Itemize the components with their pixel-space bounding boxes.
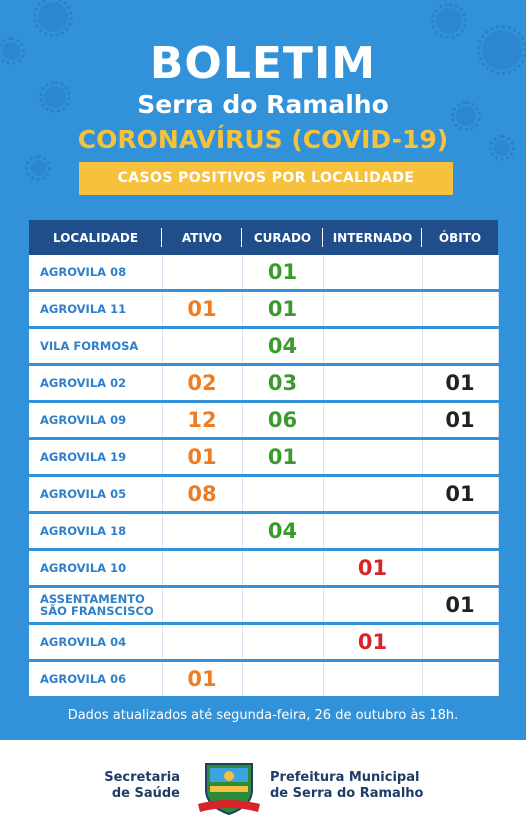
ativo-cell: 08 (162, 476, 242, 513)
curado-cell (242, 550, 323, 587)
ativo-cell: 01 (162, 661, 242, 698)
internado-cell (323, 365, 422, 402)
virus-decoration-icon (30, 160, 46, 176)
municipal-crest-icon (196, 756, 262, 816)
obito-cell (422, 328, 498, 365)
obito-cell (422, 624, 498, 661)
internado-cell (323, 661, 422, 698)
ativo-cell: 01 (162, 291, 242, 328)
curado-cell: 01 (242, 439, 323, 476)
table-row (29, 550, 498, 587)
locality-cell: ASSENTAMENTO SÃO FRANSCISCO (29, 587, 162, 624)
column-header-localidade: LOCALIDADE (29, 220, 162, 255)
ativo-cell: 12 (162, 402, 242, 439)
city-name: Serra do Ramalho (137, 90, 389, 119)
curado-cell (242, 587, 323, 624)
update-note: Dados atualizados até segunda-feira, 26 de outubro às 18h. (67, 708, 459, 723)
obito-cell: 01 (422, 365, 498, 402)
internado-cell: 01 (323, 550, 422, 587)
locality-cell: VILA FORMOSA (29, 328, 162, 365)
internado-cell: 01 (323, 624, 422, 661)
section-banner: CASOS POSITIVOS POR LOCALIDADE (79, 162, 453, 195)
locality-cell: AGROVILA 06 (29, 661, 162, 698)
table-row (29, 661, 498, 698)
ativo-cell (162, 255, 242, 291)
ativo-cell: 01 (162, 439, 242, 476)
curado-cell (242, 476, 323, 513)
obito-cell (422, 513, 498, 550)
curado-cell (242, 661, 323, 698)
topic-title: CORONAVÍRUS (COVID-19) (77, 125, 449, 154)
table-row (29, 476, 498, 513)
curado-cell: 01 (242, 255, 323, 291)
footer (0, 740, 526, 834)
table-header-row (29, 220, 498, 255)
obito-cell: 01 (422, 587, 498, 624)
table-row (29, 365, 498, 402)
ativo-cell (162, 328, 242, 365)
curado-cell: 04 (242, 513, 323, 550)
secretaria-saude-label: Secretaria de Saúde (104, 770, 180, 801)
internado-cell (323, 587, 422, 624)
obito-cell: 01 (422, 476, 498, 513)
internado-cell (323, 255, 422, 291)
locality-cell: AGROVILA 10 (29, 550, 162, 587)
locality-cell: AGROVILA 18 (29, 513, 162, 550)
ativo-cell (162, 513, 242, 550)
table-row (29, 513, 498, 550)
table-row (29, 439, 498, 476)
ativo-cell: 02 (162, 365, 242, 402)
locality-cell: AGROVILA 05 (29, 476, 162, 513)
column-header-obito: ÓBITO (422, 220, 498, 255)
curado-cell: 04 (242, 328, 323, 365)
ativo-cell (162, 587, 242, 624)
obito-cell (422, 439, 498, 476)
obito-cell: 01 (422, 402, 498, 439)
column-header-curado: CURADO (242, 220, 323, 255)
column-header-internado: INTERNADO (323, 220, 422, 255)
curado-cell (242, 624, 323, 661)
table-row (29, 291, 498, 328)
internado-cell (323, 328, 422, 365)
obito-cell (422, 550, 498, 587)
internado-cell (323, 513, 422, 550)
obito-cell (422, 661, 498, 698)
ativo-cell (162, 550, 242, 587)
ativo-cell (162, 624, 242, 661)
internado-cell (323, 476, 422, 513)
cases-table (29, 220, 499, 699)
locality-cell: AGROVILA 02 (29, 365, 162, 402)
locality-cell: AGROVILA 19 (29, 439, 162, 476)
locality-cell: AGROVILA 04 (29, 624, 162, 661)
obito-cell (422, 291, 498, 328)
internado-cell (323, 402, 422, 439)
locality-cell: AGROVILA 08 (29, 255, 162, 291)
column-header-ativo: ATIVO (162, 220, 242, 255)
table-row (29, 624, 498, 661)
curado-cell: 03 (242, 365, 323, 402)
virus-decoration-icon (38, 2, 68, 32)
table-row (29, 402, 498, 439)
curado-cell: 01 (242, 291, 323, 328)
obito-cell (422, 255, 498, 291)
prefeitura-label: Prefeitura Municipal de Serra do Ramalho (270, 770, 424, 801)
table-row (29, 328, 498, 365)
table-row (29, 587, 498, 624)
virus-decoration-icon (436, 8, 462, 34)
table-row (29, 255, 498, 291)
internado-cell (323, 439, 422, 476)
internado-cell (323, 291, 422, 328)
locality-cell: AGROVILA 11 (29, 291, 162, 328)
locality-cell: AGROVILA 09 (29, 402, 162, 439)
page-title: BOLETIM (149, 38, 377, 89)
curado-cell: 06 (242, 402, 323, 439)
